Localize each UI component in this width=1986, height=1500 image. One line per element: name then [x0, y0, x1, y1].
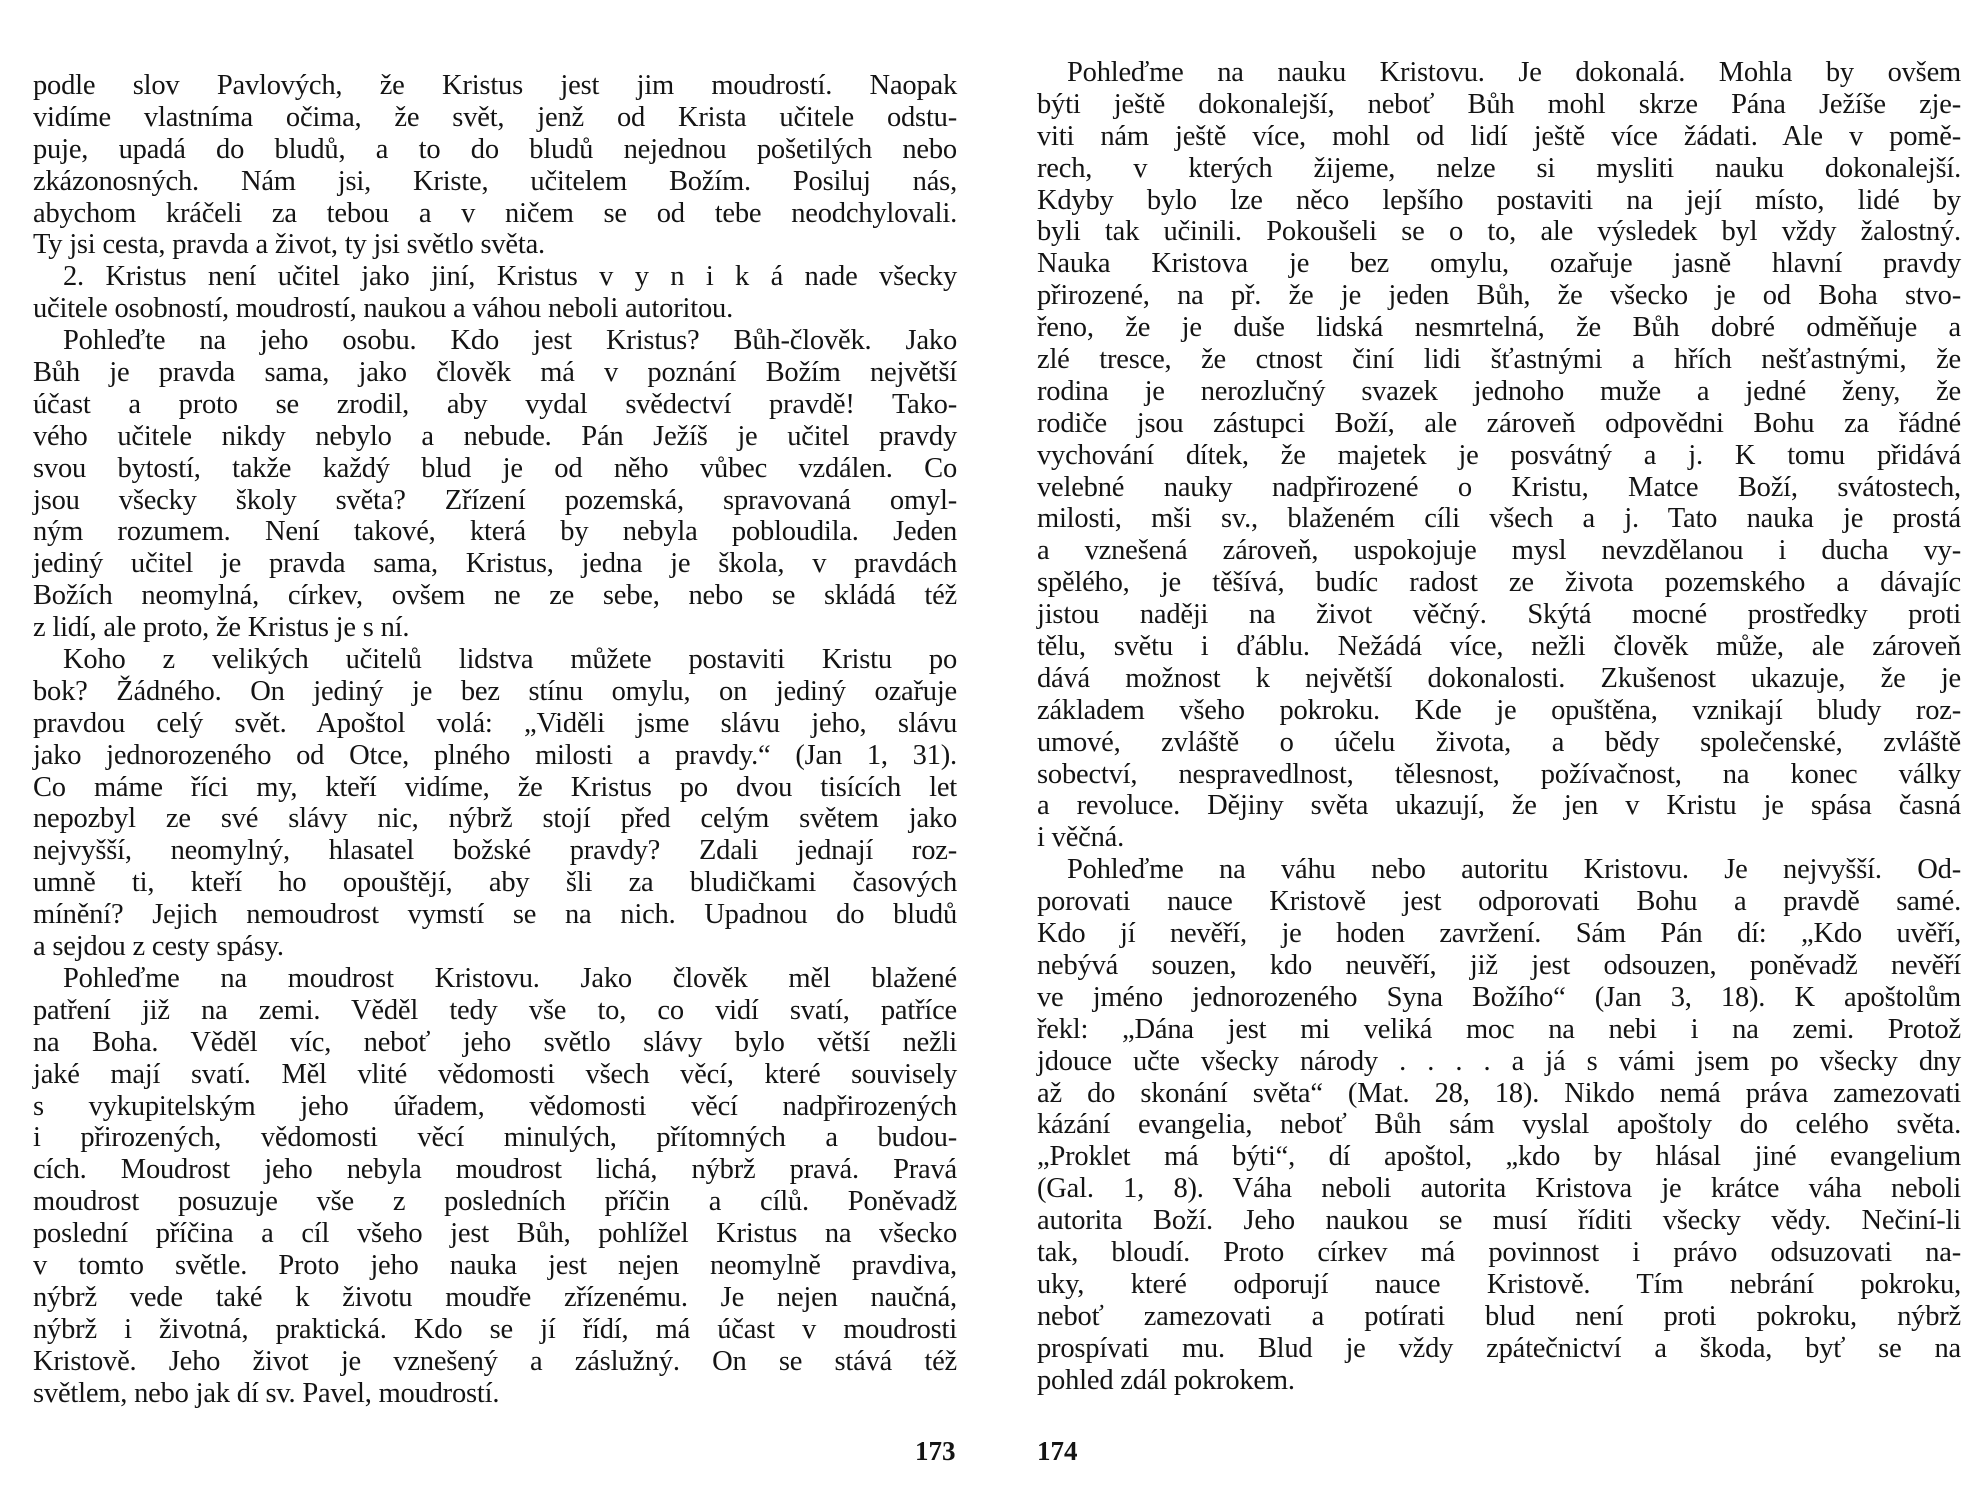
text-line: s vykupitelským jeho úřadem, vědomosti věcí nadpřirozených [33, 1090, 957, 1122]
paragraph [33, 325, 957, 644]
text-line: a sejdou z cesty spásy. [33, 931, 284, 963]
text-line: nepozbyl ze své slávy nic, nýbrž stojí před celým světem jako [33, 803, 957, 835]
text-line: milosti, mši sv., blaženém cíli všech a j. Tato nauka je prostá [1037, 503, 1961, 535]
text-line: patření již na zemi. Věděl tedy vše to, co vidí svatí, patříce [33, 994, 957, 1026]
text-line: umně ti, kteří ho opouštějí, aby šli za bludičkami časových [33, 867, 957, 899]
text-line: umové, zvláště o účelu života, a bědy společenské, zvláště [1037, 726, 1961, 758]
text-line: prospívati mu. Blud je vždy zpátečnictví a škoda, byť se na [1037, 1332, 1961, 1364]
text-line: velebné nauky nadpřirozené o Kristu, Matce Boží, svátostech, [1037, 471, 1961, 503]
text-line: ným rozumem. Není takové, která by nebyla pobloudila. Jeden [33, 516, 957, 548]
text-line: i přirozených, vědomosti věcí minulých, přítomných a budou- [33, 1122, 957, 1154]
paragraph [1037, 57, 1961, 854]
text-line: tělu, světu i ďáblu. Nežádá více, nežli člověk může, ale zároveň [1037, 631, 1961, 663]
text-line: nebývá souzen, kdo neuvěří, již jest odsouzen, poněvadž nevěří [1037, 949, 1961, 981]
text-line: jsou všecky školy světa? Zřízení pozemská, spravovaná omyl- [33, 484, 957, 516]
paragraph [33, 70, 957, 261]
text-line: účast a proto se zrodil, aby vydal svědectví pravdě! Tako- [33, 388, 957, 420]
text-line: a revoluce. Dějiny světa ukazují, že jen v Kristu je spása časná [1037, 790, 1961, 822]
text-line: autorita Boží. Jeho naukou se musí říditi všecky vědy. Nečiní-li [1037, 1205, 1961, 1237]
text-line: 2. Kristus není učitel jako jiní, Kristus v y n i k á nade všecky [63, 261, 957, 293]
text-line: až do skonání světa“ (Mat. 28, 18). Nikdo nemá práva zamezovati [1037, 1077, 1961, 1109]
text-line: tak, bloudí. Proto církev má povinnost i právo odsuzovati na- [1037, 1236, 1961, 1268]
right-page-text [1037, 57, 1961, 1396]
text-line: i věčná. [1037, 822, 1125, 854]
text-line: pohled zdál pokrokem. [1037, 1364, 1295, 1396]
text-line: Kristově. Jeho život je vznešený a záslužný. On se stává též [33, 1345, 957, 1377]
text-line: přirozené, na př. že je jeden Bůh, že všecko je od Boha stvo- [1037, 280, 1961, 312]
text-line: Bůh je pravda sama, jako člověk má v poznání Božím největší [33, 357, 957, 389]
text-line: podle slov Pavlových, že Kristus jest jim moudrostí. Naopak [33, 70, 957, 101]
text-line: ve jméno jednorozeného Syna Božího“ (Jan 3, 18). K apoštolům [1037, 981, 1961, 1013]
text-line: na Boha. Věděl víc, neboť jeho světlo slávy bylo větší nežli [33, 1026, 957, 1058]
text-line: nýbrž vede také k životu moudře zřízenému. Je nejen naučná, [33, 1281, 957, 1313]
text-line: v tomto světle. Proto jeho nauka jest nejen neomylně pravdiva, [33, 1249, 957, 1281]
text-line: jako jednorozeného od Otce, plného milosti a pravdy.“ (Jan 1, 31). [33, 739, 957, 771]
text-line: Božích neomylná, církev, ovšem ne ze sebe, nebo se skládá též [33, 580, 957, 612]
text-line: dává možnost k největší dokonalosti. Zkušenost ukazuje, že je [1037, 662, 1961, 694]
text-line: Kdyby bylo lze něco lepšího postaviti na její místo, lidé by [1037, 184, 1961, 216]
text-line: vychování dítek, že majetek je posvátný a j. K tomu přidává [1037, 439, 1961, 471]
text-line: řekl: „Dána jest mi veliká moc na nebi i na zemi. Protož [1037, 1013, 1961, 1045]
text-line: rodiče jsou zástupci Boží, ale zároveň odpovědni Bohu za řádné [1037, 407, 1961, 439]
paragraph [33, 261, 957, 325]
text-line: viti nám ještě více, mohl od lidí ještě více žádati. Ale v pomě- [1037, 120, 1961, 152]
text-line: jediný učitel je pravda sama, Kristus, jedna je škola, v pravdách [33, 548, 957, 580]
text-line: uky, které odporují nauce Kristově. Tím nebrání pokroku, [1037, 1268, 1961, 1300]
text-line: nejvyšší, neomylný, hlasatel božské pravdy? Zdali jednají roz- [33, 835, 957, 867]
text-line: moudrost posuzuje vše z posledních příčin a cílů. Poněvadž [33, 1186, 957, 1218]
text-line: a vznešená zároveň, uspokojuje mysl nevzdělanou i ducha vy- [1037, 535, 1961, 567]
text-line: z lidí, ale proto, že Kristus je s ní. [33, 612, 410, 644]
text-line: zlé tresce, že ctnost činí lidi šťastnými a hřích nešťastnými, že [1037, 344, 1961, 376]
text-line: „Proklet má býti“, dí apoštol, „kdo by hlásal jiné evangelium [1037, 1141, 1961, 1173]
text-line: sobectví, nespravedlnost, tělesnost, požívačnost, na konec války [1037, 758, 1961, 790]
text-line: Nauka Kristova je bez omylu, ozařuje jasně hlavní pravdy [1037, 248, 1961, 280]
text-line: poslední příčina a cíl všeho jest Bůh, pohlížel Kristus na všecko [33, 1218, 957, 1250]
text-line: neboť zamezovati a potírati blud není proti pokroku, nýbrž [1037, 1300, 1961, 1332]
text-line: rodina je nerozlučný svazek jednoho muže a jedné ženy, že [1037, 375, 1961, 407]
page-number-left: 173 [915, 1436, 956, 1466]
text-line: nýbrž i životná, praktická. Kdo se jí řídí, má účast v moudrosti [33, 1313, 957, 1345]
text-line: Co máme říci my, kteří vidíme, že Kristus po dvou tisících let [33, 771, 957, 803]
text-line: základem všeho pokroku. Kde je opuštěna, vznikají bludy roz- [1037, 694, 1961, 726]
text-line: cích. Moudrost jeho nebyla moudrost lichá, nýbrž pravá. Pravá [33, 1154, 957, 1186]
text-line: kázání evangelia, neboť Bůh sám vyslal apoštoly do celého světa. [1037, 1109, 1961, 1141]
text-line: Pohleďme na nauku Kristovu. Je dokonalá. Mohla by ovšem [1067, 57, 1961, 88]
text-line: Ty jsi cesta, pravda a život, ty jsi světlo světa. [33, 229, 545, 261]
text-line: pravdou celý svět. Apoštol volá: „Viděli jsme slávu jeho, slávu [33, 707, 957, 739]
text-line: jistou naději na život věčný. Skýtá mocné prostředky proti [1037, 599, 1961, 631]
page-number-right: 174 [1037, 1436, 1078, 1466]
text-line: porovati nauce Kristově jest odporovati Bohu a pravdě samé. [1037, 886, 1961, 918]
text-line: jaké mají svatí. Měl vlité vědomosti všech věcí, které souvisely [33, 1058, 957, 1090]
text-line: býti ještě dokonalejší, neboť Bůh mohl skrze Pána Ježíše zje- [1037, 88, 1961, 120]
text-line: spělého, je těšívá, budíc radost ze života pozemského a dávajíc [1037, 567, 1961, 599]
text-line: zkázonosných. Nám jsi, Kriste, učitelem Božím. Posiluj nás, [33, 165, 957, 197]
paragraph [33, 644, 957, 963]
text-line: světlem, nebo jak dí sv. Pavel, moudrostí. [33, 1377, 500, 1409]
text-line: učitele osobností, moudrostí, naukou a váhou neboli autoritou. [33, 293, 733, 325]
text-line: svou bytostí, takže každý blud je od něho vůbec vzdálen. Co [33, 452, 957, 484]
text-line: rech, v kterých žijeme, nelze si mysliti nauku dokonalejší. [1037, 152, 1961, 184]
text-line: vidíme vlastníma očima, že svět, jenž od Krista učitele odstu- [33, 101, 957, 133]
text-line: Koho z velikých učitelů lidstva můžete postaviti Kristu po [63, 644, 957, 676]
text-line: abychom kráčeli za tebou a v ničem se od tebe neodchylovali. [33, 197, 957, 229]
paragraph [33, 963, 957, 1409]
text-line: puje, upadá do bludů, a to do bludů nejednou pošetilých nebo [33, 133, 957, 165]
text-line: mínění? Jejich nemoudrost vymstí se na nich. Upadnou do bludů [33, 899, 957, 931]
text-line: Pohleďme na váhu nebo autoritu Kristovu. Je nejvyšší. Od- [1067, 854, 1961, 886]
text-line: (Gal. 1, 8). Váha neboli autorita Kristova je krátce váha neboli [1037, 1173, 1961, 1205]
text-line: jdouce učte všecky národy . . . . a já s vámi jsem po všecky dny [1037, 1045, 1961, 1077]
text-line: Kdo jí nevěří, je hoden zavržení. Sám Pán dí: „Kdo uvěří, [1037, 918, 1961, 950]
text-line: vého učitele nikdy nebylo a nebude. Pán Ježíš je učitel pravdy [33, 420, 957, 452]
text-line: Pohleďte na jeho osobu. Kdo jest Kristus? Bůh-člověk. Jako [63, 325, 957, 357]
left-page-text [33, 70, 957, 1409]
text-line: byli tak učinili. Pokoušeli se o to, ale výsledek byl vždy žalostný. [1037, 216, 1961, 248]
paragraph [1037, 854, 1961, 1396]
text-line: řeno, že je duše lidská nesmrtelná, že Bůh dobré odměňuje a [1037, 312, 1961, 344]
text-line: Pohleďme na moudrost Kristovu. Jako člověk měl blažené [63, 962, 957, 994]
text-line: bok? Žádného. On jediný je bez stínu omylu, on jediný ozařuje [33, 675, 957, 707]
